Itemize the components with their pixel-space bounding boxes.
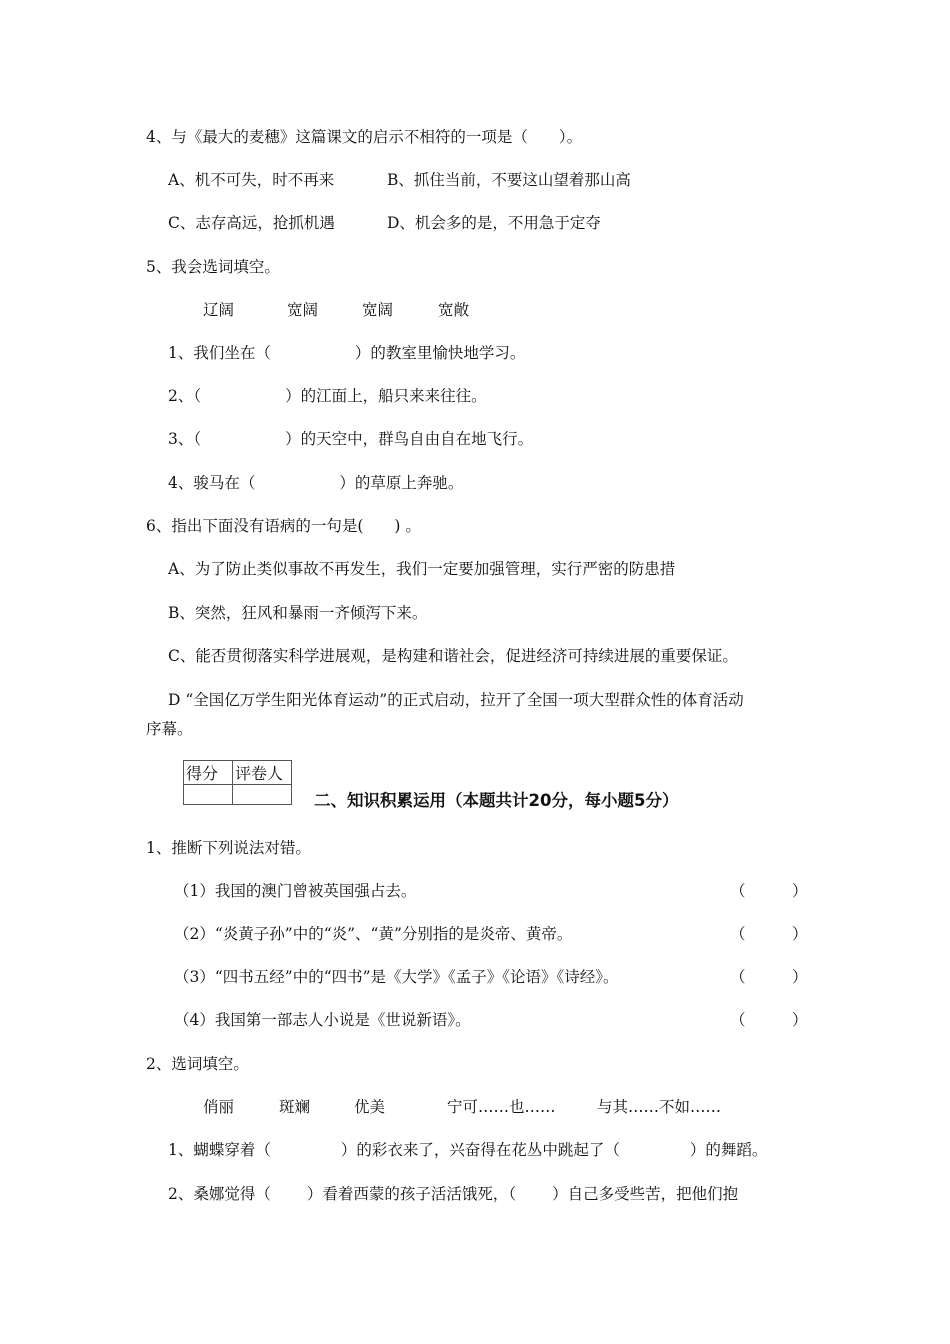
q4-stem: 4、与《最大的麦穗》这篇课文的启示不相符的一项是（ ）。	[146, 128, 583, 146]
q5-sentence-4: 4、骏马在（ ）的草原上奔驰。	[168, 474, 464, 492]
s2q1-item-4: （4）我国第一部志人小说是《世说新语》。	[174, 1011, 471, 1029]
q5-stem: 5、我会选词填空。	[146, 258, 280, 276]
q4-option-c: C、志存高远，抢抓机遇	[168, 214, 335, 232]
q5-word-2: 宽阔	[287, 301, 319, 319]
s2q2-sentence-1: 1、蝴蝶穿着（ ）的彩衣来了，兴奋得在花丛中跳起了（ ）的舞蹈。	[168, 1141, 768, 1159]
s2q2-word-5: 与其……不如……	[597, 1098, 722, 1116]
s2q1-item-1: （1）我国的澳门曾被英国强占去。	[174, 882, 417, 900]
q6-stem: 6、指出下面没有语病的一句是( ) 。	[146, 517, 421, 535]
q5-sentence-1: 1、我们坐在（ ）的教室里愉快地学习。	[168, 344, 526, 362]
score-header: 得分	[184, 761, 233, 785]
q6-option-b: B、突然，狂风和暴雨一齐倾泻下来。	[168, 604, 428, 622]
s2q1-answer-4: （ ）	[730, 1011, 808, 1029]
s2q1-item-2: （2）“炎黄子孙”中的“炎”、“黄”分别指的是炎帝、黄帝。	[174, 925, 573, 943]
s2q1-answer-3: （ ）	[730, 968, 808, 986]
s2q2-word-3: 优美	[354, 1098, 386, 1116]
s2q1-answer-1: （ ）	[730, 882, 808, 900]
s2q2-word-4: 宁可……也……	[447, 1098, 556, 1116]
grader-cell	[233, 785, 292, 805]
q4-option-d: D、机会多的是，不用急于定夺	[387, 214, 601, 232]
s2q2-word-1: 俏丽	[203, 1098, 235, 1116]
q6-option-c: C、能否贯彻落实科学进展观，是构建和谐社会，促进经济可持续进展的重要保证。	[168, 647, 738, 665]
q5-word-3: 宽阔	[362, 301, 394, 319]
s2q1-answer-2: （ ）	[730, 925, 808, 943]
s2q2-stem: 2、选词填空。	[146, 1055, 249, 1073]
score-cell	[184, 785, 233, 805]
s2q1-stem: 1、推断下列说法对错。	[146, 839, 311, 857]
q5-word-1: 辽阔	[203, 301, 235, 319]
q4-option-a: A、机不可失，时不再来	[168, 171, 335, 189]
s2q1-item-3: （3）“四书五经”中的“四书”是《大学》《孟子》《论语》《诗经》。	[174, 968, 619, 986]
section-title: 二、知识积累运用（本题共计20分，每小题5分）	[314, 791, 679, 810]
q6-option-d-line2: 序幕。	[146, 720, 193, 738]
score-box	[183, 760, 292, 805]
q6-option-a: A、为了防止类似事故不再发生，我们一定要加强管理，实行严密的防患措	[168, 560, 676, 578]
grader-header: 评卷人	[233, 761, 292, 785]
q4-option-b: B、抓住当前，不要这山望着那山高	[387, 171, 631, 189]
q5-sentence-2: 2、（ ）的江面上，船只来来往往。	[168, 387, 487, 405]
q5-word-4: 宽敞	[438, 301, 470, 319]
s2q2-word-2: 斑斓	[279, 1098, 311, 1116]
q5-sentence-3: 3、（ ）的天空中，群鸟自由自在地飞行。	[168, 430, 534, 448]
q6-option-d-line1: D “全国亿万学生阳光体育运动”的正式启动，拉开了全国一项大型群众性的体育活动	[168, 691, 744, 709]
s2q2-sentence-2: 2、桑娜觉得（ ）看着西蒙的孩子活活饿死，（ ）自己多受些苦，把他们抱	[168, 1185, 739, 1203]
